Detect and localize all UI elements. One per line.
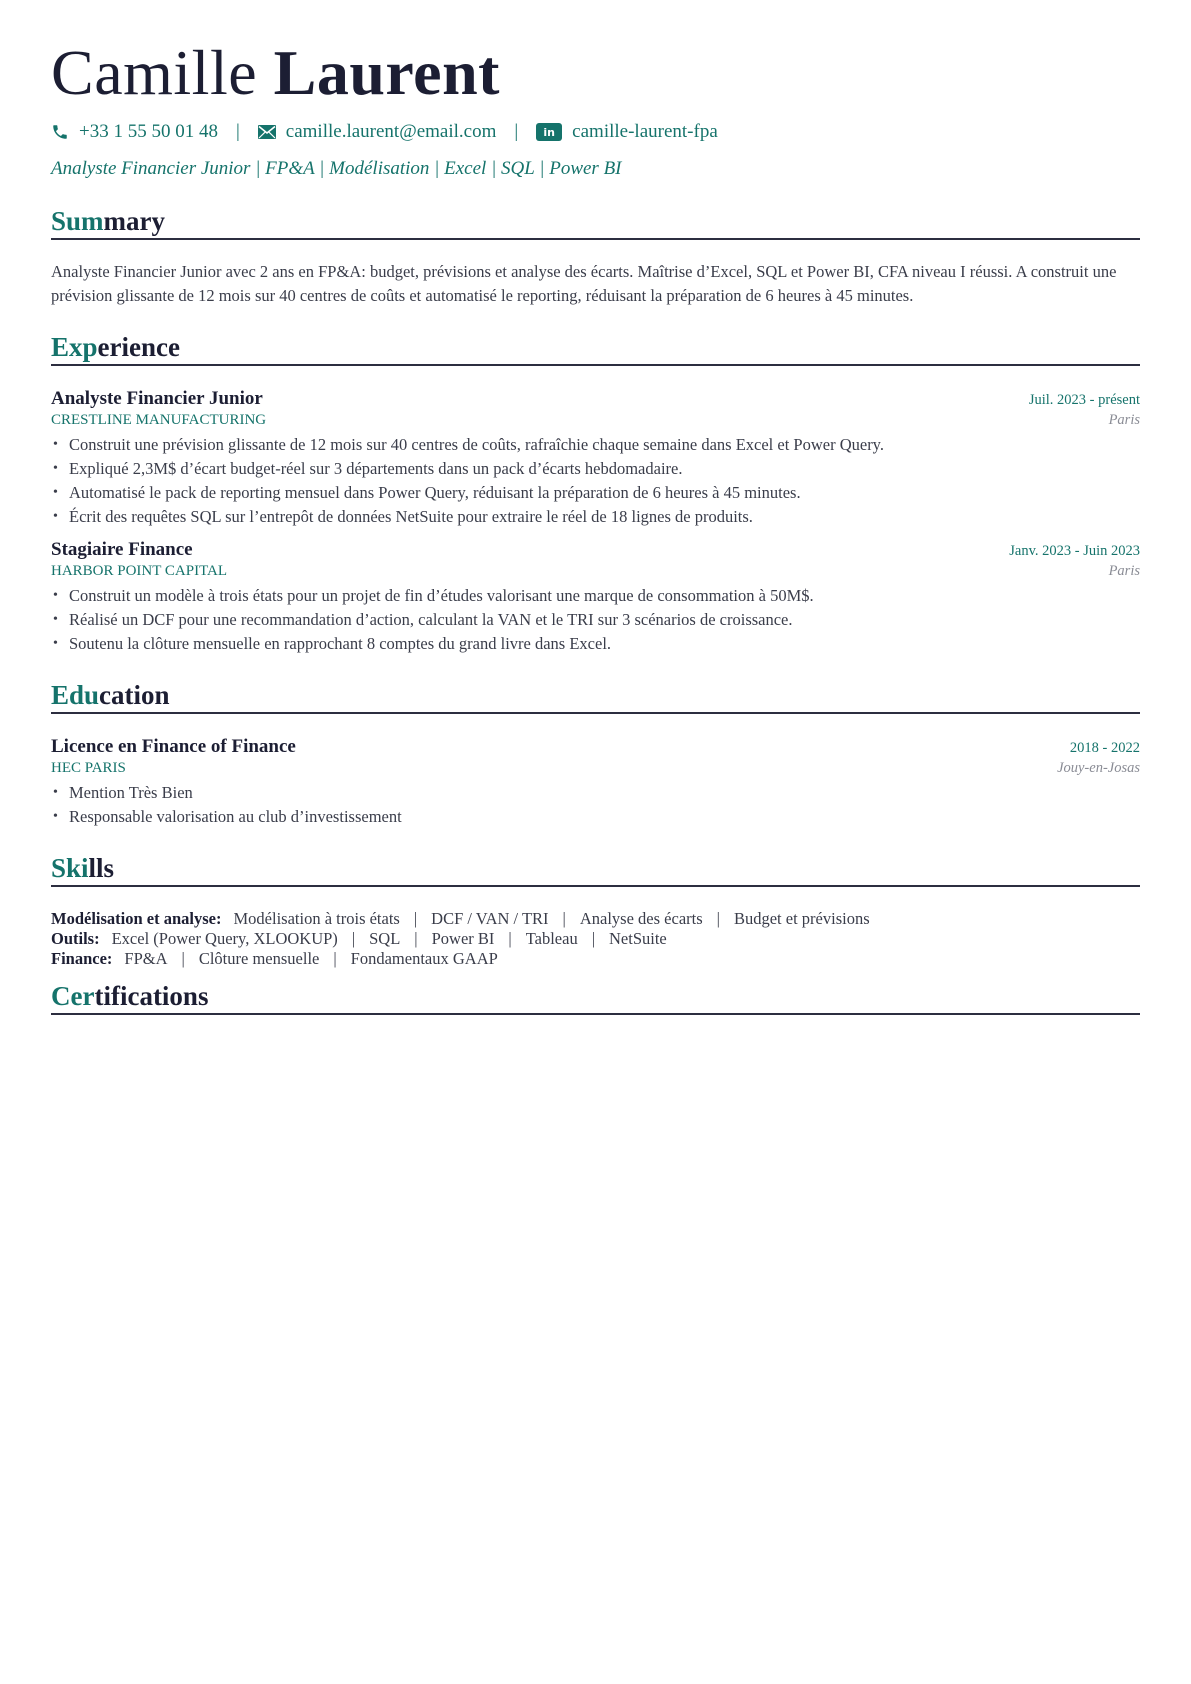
bullet-item: • Soutenu la clôture mensuelle en rapprochant 8 comptes du grand livre dans Excel. [51, 632, 1140, 656]
skill-item: Modélisation à trois états [233, 909, 400, 928]
phone-text: +33 1 55 50 01 48 [79, 121, 218, 142]
skill-item: Analyse des écarts [579, 909, 703, 928]
bullet-item: • Responsable valorisation au club d’investissement [51, 805, 1140, 829]
skill-row [51, 909, 1140, 929]
last-name: Laurent [273, 37, 500, 108]
contact-separator: | [235, 121, 240, 142]
heading-rest: erience [97, 332, 180, 362]
summary-section [51, 204, 1140, 308]
skill-separator: | [591, 929, 596, 948]
experience-entry [51, 388, 1140, 529]
heading-rest: lls [88, 853, 115, 883]
heading-rest: tifications [94, 981, 209, 1011]
skills-list [51, 909, 1140, 969]
headline-tagline: Analyste Financier Junior | FP&A | Modélisation | Excel | SQL | Power BI [51, 158, 622, 179]
bullet-item: • Réalisé un DCF pour une recommandation d’action, calculant la VAN et le TRI sur 3 scénarios de croissance. [51, 608, 1140, 632]
job-bullets [51, 433, 1140, 529]
employer: CRESTLINE MANUFACTURING [51, 412, 267, 428]
skill-item: Clôture mensuelle [198, 949, 320, 968]
job-dates: Juil. 2023 - présent [1028, 392, 1140, 408]
skill-separator: | [508, 929, 512, 948]
skill-category: Modélisation et analyse: [51, 909, 222, 928]
job-location: Paris [1108, 412, 1140, 428]
envelope-icon [258, 125, 276, 139]
skill-separator: | [181, 949, 185, 968]
section-heading-experience [51, 330, 1140, 366]
job-location: Paris [1108, 563, 1140, 579]
skill-item: NetSuite [609, 929, 667, 948]
certifications-section [51, 979, 1140, 1015]
heading-rest: cation [99, 680, 170, 710]
skill-category: Outils: [51, 929, 100, 948]
employer: HARBOR POINT CAPITAL [51, 563, 228, 579]
section-heading-certifications [51, 979, 1140, 1015]
skill-row [51, 929, 1140, 949]
skill-item: Budget et prévisions [733, 909, 870, 928]
job-title: Analyste Financier Junior [51, 388, 263, 409]
bullet-item: • Expliqué 2,3M$ d’écart budget-réel sur 3 départements dans un pack d’écarts hebdomadaire. [51, 457, 1140, 481]
heading-accent: Ski [51, 853, 89, 883]
job-dates: Janv. 2023 - Juin 2023 [1009, 543, 1140, 559]
summary-text: Analyste Financier Junior avec 2 ans en FP&A: budget, prévisions et analyse des écarts. Maîtrise d’Excel, SQL et Power BI, CFA niveau I réussi. A construit une prévision glissante de 12 mois sur 40 centres de coûts et automatisé le reporting, réduisant la préparation de 6 heures à 45 minutes. [51, 262, 1117, 305]
education-bullets [51, 781, 1140, 829]
skill-separator: | [413, 909, 418, 928]
skill-separator: | [716, 909, 720, 928]
skill-row [51, 949, 1140, 969]
bullet-item: • Automatisé le pack de reporting mensuel dans Power Query, réduisant la préparation de 6 heures à 45 minutes. [51, 481, 1140, 505]
phone-icon [51, 123, 69, 141]
skill-separator: | [351, 929, 356, 948]
skill-item: Power BI [431, 929, 495, 948]
skill-item: Tableau [525, 929, 578, 948]
email-text: camille.laurent@email.com [285, 121, 497, 142]
heading-rest: mary [103, 206, 166, 236]
education-section [51, 678, 1140, 829]
job-title: Stagiaire Finance [51, 539, 193, 560]
education-entry [51, 736, 1140, 829]
skill-item: Fondamentaux GAAP [350, 949, 498, 968]
linkedin-text: camille-laurent-fpa [572, 121, 718, 142]
section-heading-education [51, 678, 1140, 714]
education-dates: 2018 - 2022 [1069, 740, 1140, 756]
section-heading-skills [51, 851, 1140, 887]
phone-contact[interactable] [51, 121, 218, 143]
experience-section [51, 330, 1140, 656]
skill-item: SQL [369, 929, 401, 948]
linkedin-contact[interactable] [536, 121, 718, 143]
skill-item: FP&A [124, 949, 168, 968]
candidate-name [51, 0, 1140, 110]
heading-accent: Exp [51, 332, 98, 362]
heading-accent: Edu [51, 680, 100, 710]
skill-item: DCF / VAN / TRI [431, 909, 549, 928]
skill-separator: | [333, 949, 337, 968]
email-contact[interactable] [258, 121, 497, 143]
skill-category: Finance: [51, 949, 113, 968]
bullet-item: • Construit un modèle à trois états pour un projet de fin d’études valorisant une marque de consommation à 50M$. [51, 584, 1140, 608]
bullet-item: • Construit une prévision glissante de 12 mois sur 40 centres de coûts, rafraîchie chaque semaine dans Excel et Power Query. [51, 433, 1140, 457]
first-name: Camille [51, 37, 258, 108]
bullet-item: • Écrit des requêtes SQL sur l’entrepôt de données NetSuite pour extraire le réel de 18 lignes de produits. [51, 505, 1140, 529]
linkedin-icon: in [536, 123, 562, 141]
contact-line [51, 120, 1140, 144]
school-location: Jouy-en-Josas [1057, 760, 1140, 776]
skill-separator: | [562, 909, 566, 928]
skill-separator: | [414, 929, 418, 948]
job-bullets [51, 584, 1140, 656]
section-heading-summary [51, 204, 1140, 240]
bullet-item: • Mention Très Bien [51, 781, 1140, 805]
heading-accent: Sum [51, 206, 104, 236]
heading-accent: Cer [51, 981, 95, 1011]
contact-separator: | [514, 121, 519, 142]
skills-section [51, 851, 1140, 969]
skill-item: Excel (Power Query, XLOOKUP) [111, 929, 338, 948]
degree-title: Licence en Finance of Finance [51, 736, 296, 757]
experience-entry [51, 539, 1140, 656]
school-name: HEC PARIS [51, 760, 126, 776]
